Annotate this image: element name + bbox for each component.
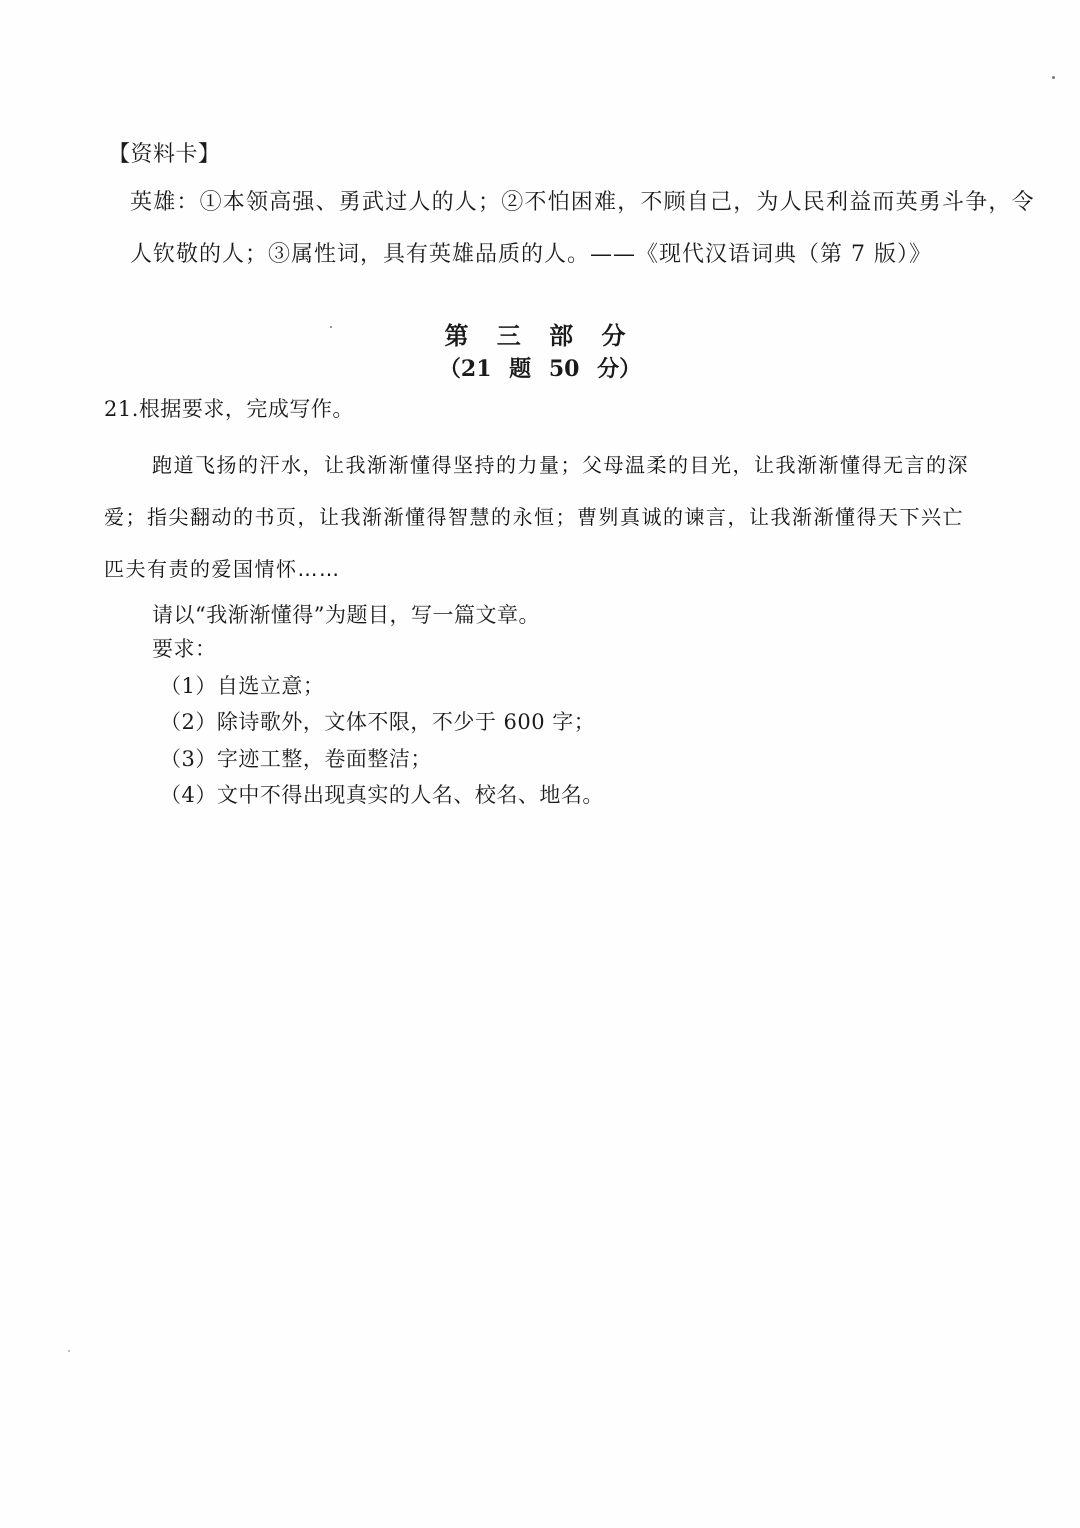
prompt-line-2: 爱；指尖翻动的书页，让我渐渐懂得智慧的永恒；曹刿真诚的谏言，让我渐渐懂得天下兴亡	[104, 505, 964, 529]
material-card-title: 【资料卡】	[108, 142, 221, 167]
hero-definition-line-2: 人钦敬的人；③属性词，具有英雄品质的人。——《现代汉语词典（第 7 版）》	[130, 242, 932, 267]
scan-speck	[1052, 76, 1055, 79]
requirements-label: 要求：	[152, 637, 217, 661]
section-subtitle: （21 题 50 分）	[438, 356, 642, 382]
question-heading: 21.根据要求，完成写作。	[104, 397, 354, 421]
prompt-line-3: 匹夫有责的爱国情怀……	[104, 557, 341, 581]
section-title: 第 三 部 分	[444, 321, 636, 350]
prompt-line-1: 跑道飞扬的汗水，让我渐渐懂得坚持的力量；父母温柔的目光，让我渐渐懂得无言的深	[152, 453, 969, 477]
requirement-item: （4）文中不得出现真实的人名、校名、地名。	[160, 783, 604, 807]
requirement-item: （3）字迹工整，卷面整洁；	[160, 747, 432, 771]
scan-speck	[330, 326, 332, 328]
writing-instruction: 请以“我渐渐懂得”为题目，写一篇文章。	[152, 603, 540, 627]
requirement-item: （1）自选立意；	[160, 674, 325, 698]
requirement-item: （2）除诗歌外，文体不限，不少于 600 字；	[160, 710, 596, 734]
scan-speck	[68, 1350, 70, 1352]
hero-definition-line-1: 英雄：①本领高强、勇武过人的人；②不怕困难，不顾自己，为人民利益而英勇斗争，令	[130, 190, 1035, 215]
